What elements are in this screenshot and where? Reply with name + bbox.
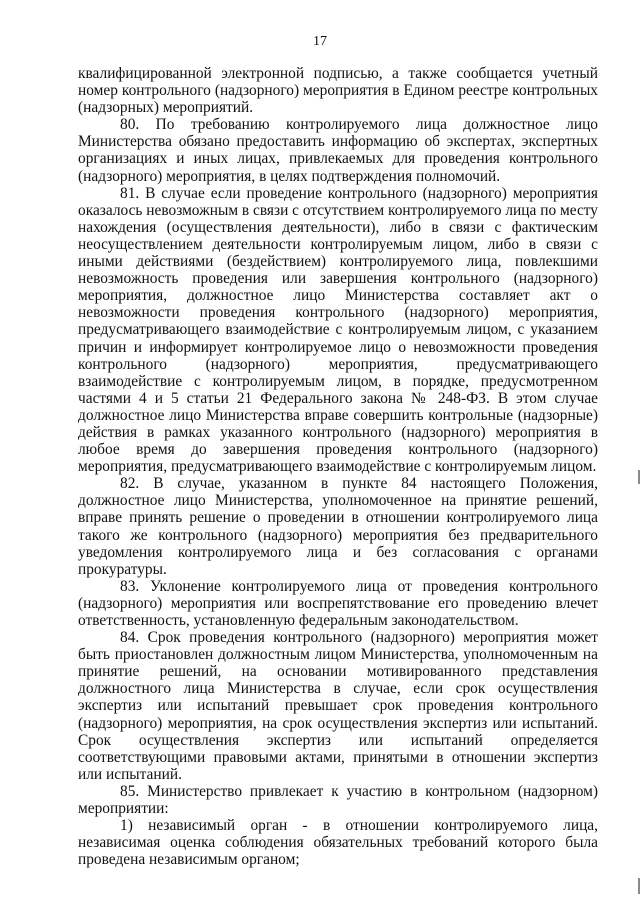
paragraph-84: 84. Срок проведения контрольного (надзорного) мероприятия может быть приостановлен должностным лицом Министерства, уполномоченным на принятие решений, на основании мотивированного представления должностного лица Министерства в случае, если срок осуществления экспертиз или испытаний превышает срок проведения контрольного (надзорного) мероприятия, на срок осуществления экспертиз или испытаний. Срок осуществления экспертиз или испытаний определяется соответствующими правовыми актами, принятыми в отношении экспертиз или испытаний. [78,629,598,783]
paragraph-83: 83. Уклонение контролируемого лица от проведения контрольного (надзорного) мероприятия или воспрепятствование его проведению влечет ответственность, установленную федеральным законодательством. [78,577,598,629]
page-number: 17 [313,34,327,49]
paragraph-85-item-1: 1) независимый орган - в отношении контролируемого лица, независимая оценка соблюдения обязательных требований которого была проведена независимым органом; [78,817,598,869]
document-body [78,65,598,868]
paragraph-81: 81. В случае если проведение контрольного (надзорного) мероприятия оказалось невозможным в связи с отсутствием контролируемого лица по месту нахождения (осуществления деятельности), либо в связи с фактическим неосуществлением деятельности контролируемым лицом, либо в связи с иными действиями (бездействием) контролируемого лица, повлекшими невозможность проведения или завершения контрольного (надзорного) мероприятия, должностное лицо Министерства составляет акт о невозможности проведения контрольного (надзорного) мероприятия, предусматривающего взаимодействие с контролируемым лицом, с указанием причин и информирует контролируемое лицо о невозможности проведения контрольного (надзорного) мероприятия, предусматривающего взаимодействие с контролируемым лицом, в порядке, предусмотренном частями 4 и 5 статьи 21 Федерального закона № 248-ФЗ. В этом случае должностное лицо Министерства вправе совершить контрольные (надзорные) действия в рамках указанного контрольного (надзорного) мероприятия в любое время до завершения проведения контрольного (надзорного) мероприятия, предусматривающего взаимодействие с контролируемым лицом. [78,184,598,476]
paragraph-continuation: квалифицированной электронной подписью, а также сообщается учетный номер контрольного (надзорного) мероприятия в Едином реестре контрольных (надзорных) мероприятий. [78,65,598,117]
paragraph-85: 85. Министерство привлекает к участию в контрольном (надзорном) мероприятии: [78,782,598,818]
paragraph-82: 82. В случае, указанном в пункте 84 настоящего Положения, должностное лицо Министерства, уполномоченное на принятие решений, вправе принять решение о проведении в отношении контролируемого лица такого же контрольного (надзорного) мероприятия без предварительного уведомления контролируемого лица и без согласования с органами прокуратуры. [78,475,598,578]
paragraph-80: 80. По требованию контролируемого лица должностное лицо Министерства обязано предоставить информацию об экспертах, экспертных организациях и иных лицах, привлекаемых для проведения контрольного (надзорного) мероприятия, в целях подтверждения полномочий. [78,116,598,185]
